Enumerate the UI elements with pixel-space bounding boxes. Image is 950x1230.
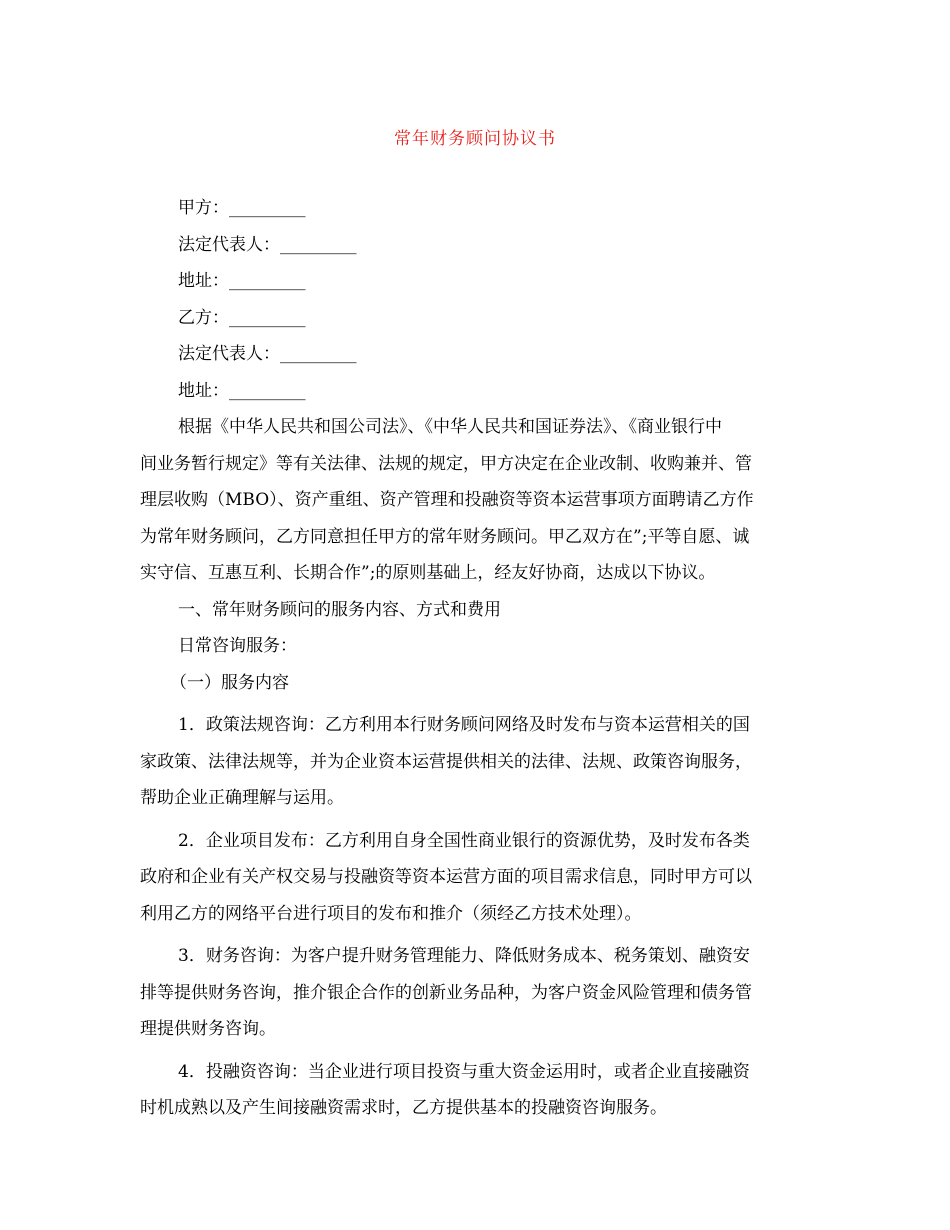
item-line: 1．政策法规咨询：乙方利用本行财务顾问网络及时发布与资本运营相关的国 — [178, 715, 750, 735]
party-label: 法定代表人： — [178, 234, 280, 255]
item-line: 政府和企业有关产权交易与投融资等资本运营方面的项目需求信息，同时甲方可以 — [140, 867, 752, 887]
party-label: 乙方： — [178, 307, 229, 328]
daily-service-heading: 日常咨询服务： — [178, 636, 297, 656]
sub-heading: （一）服务内容 — [170, 672, 289, 693]
blank-field: _________ — [280, 344, 357, 364]
item-line: 2．企业项目发布：乙方利用自身全国性商业银行的资源优势，及时发布各类 — [178, 830, 750, 851]
party-line-jia-rep — [140, 227, 810, 264]
document-title: 常年财务顾问协议书 — [394, 129, 556, 149]
blank-field: _________ — [229, 271, 306, 291]
item-line: 帮助企业正确理解与运用。 — [140, 788, 344, 808]
item-line: 利用乙方的网络平台进行项目的发布和推介（须经乙方技术处理）。 — [140, 903, 642, 924]
item-line: 理提供财务咨询。 — [140, 1019, 276, 1039]
item-line: 排等提供财务咨询，推介银企合作的创新业务品种，为客户资金风险管理和债务管 — [140, 982, 752, 1003]
intro-line: 根据《中华人民共和国公司法》、《中华人民共和国证券法》、《商业银行中 — [178, 417, 722, 437]
item-line: 时机成熟以及产生间接融资需求时，乙方提供基本的投融资咨询服务。 — [140, 1098, 667, 1118]
section-heading: 一、常年财务顾问的服务内容、方式和费用 — [178, 599, 501, 620]
party-label: 地址： — [178, 271, 229, 291]
intro-line: 理层收购（MBO）、资产重组、资产管理和投融资等资本运营事项方面聘请乙方作 — [140, 490, 754, 510]
blank-field: _________ — [280, 234, 357, 255]
item-line: 3．财务咨询：为客户提升财务管理能力、降低财务成本、税务策划、融资安 — [178, 946, 750, 966]
item-line: 家政策、法律法规等，并为企业资本运营提供相关的法律、法规、政策咨询服务， — [140, 751, 752, 772]
party-line-yi-address — [140, 373, 810, 410]
party-line-yi-rep — [140, 336, 810, 373]
intro-line: 实守信、互惠互利、长期合作”;的原则基础上，经友好协商，达成以下协议。 — [140, 563, 716, 583]
blank-field: _________ — [229, 380, 306, 401]
party-label: 地址： — [178, 380, 229, 401]
party-label: 法定代表人： — [178, 344, 280, 364]
intro-line: 间业务暂行规定》等有关法律、法规的规定，甲方决定在企业改制、收购兼并、管 — [140, 453, 752, 474]
intro-line: 为常年财务顾问，乙方同意担任甲方的常年财务顾问。甲乙双方在”;平等自愿、诚 — [140, 526, 750, 547]
blank-field: _________ — [229, 307, 306, 328]
party-line-jia — [140, 190, 810, 227]
party-line-jia-address — [140, 263, 810, 300]
blank-field: _________ — [229, 198, 306, 218]
document-body — [140, 190, 810, 1127]
party-line-yi — [140, 300, 810, 337]
party-label: 甲方： — [178, 198, 229, 218]
item-line: 4．投融资咨询：当企业进行项目投资与重大资金运用时，或者企业直接融资 — [178, 1061, 750, 1082]
